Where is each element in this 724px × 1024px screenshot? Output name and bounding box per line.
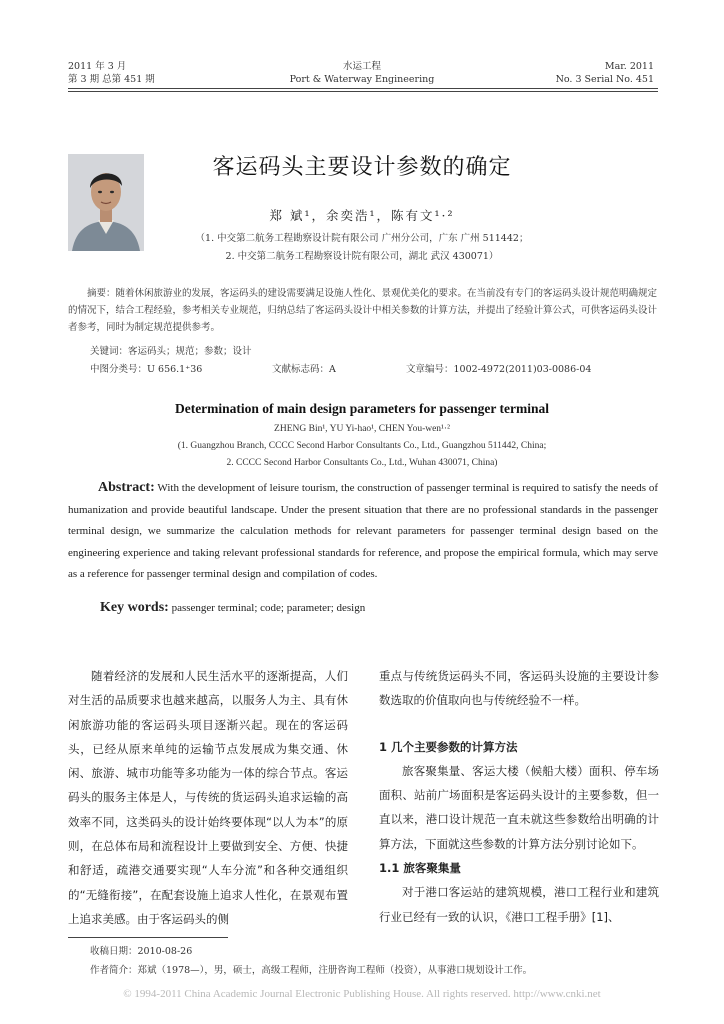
affiliation-cn-1: （1. 中交第二航务工程勘察设计院有限公司 广州分公司，广东 广州 511442； (195, 233, 529, 244)
header-date: 2011 年 3 月 (68, 61, 127, 72)
section-heading-1: 1 几个主要参数的计算方法 (379, 739, 518, 754)
abstract-en (68, 477, 658, 586)
title-cn: 客运码头主要设计参数的确定 (212, 155, 512, 180)
copyright-line: © 1994-2011 China Academic Journal Electronic Publishing House. All rights reserved. http://www.cnki.net (123, 988, 601, 1000)
article-number: 文章编号：1002-4972(2011)03-0086-04 (406, 364, 592, 375)
title-en: Determination of main design parameters for passenger terminal (174, 401, 550, 416)
keywords-cn: 关键词：客运码头；规范；参数；设计 (90, 346, 252, 357)
body-paragraph: 随着经济的发展和人民生活水平的逐渐提高，人们对生活的品质要求也越来越高，以服务人为主、具有休闲旅游功能的客运码头项目逐渐兴起。现在的客运码头，已经从原来单纯的运输节点发展成为集交通、休闲、旅游、城市功能等多功能为一体的综合节点。客运码头的服务主体是人，与传统的货运码头追求运输的高效率不同，这类码头的设计始终要体现“以人为本”的原则，在总体布局和流程设计上要做到安全、方便、快捷和舒适，疏港交通要实现“人车分流”和各种交通组织的“无缝衔接”，在配套设施上追求人性化，在景观布置上追求美感。由于客运码头的侧 (68, 669, 348, 926)
authors-en: ZHENG Bin¹, YU Yi-hao¹, CHEN You-wen¹·² (274, 424, 450, 434)
body-paragraph: 旅客聚集量、客运大楼（候船大楼）面积、停车场面积、站前广场面积是客运码头设计的主要参数，但一直以来，港口设计规范一直未就这些参数给出明确的计算方法，下面就这些参数的计算方法分别讨论如下。 (379, 763, 659, 851)
journal-name-cn: 水运工程 (342, 61, 381, 72)
abstract-cn: 摘要：随着休闲旅游业的发展，客运码头的建设需要满足设施人性化、景观优美化的要求。在当前没有专门的客运码头设计规范明确规定的情况下，结合工程经验，参考相关专业规范，归纳总结了客运码头设计中相关参数的计算方法，并提出了经验计算公式，可供客运码头设计者参考，同时为制定规范提供参考。 (68, 288, 658, 333)
header-date-en: Mar. 2011 (604, 61, 654, 72)
header-right (556, 60, 654, 86)
keywords-en-text: passenger terminal; code; parameter; design (171, 602, 366, 614)
section-heading-1-1: 1.1 旅客聚集量 (379, 861, 461, 876)
authors-cn: 郑 斌¹，余奕浩¹，陈有文¹·² (269, 208, 455, 223)
received-date: 收稿日期：2010-08-26 (90, 946, 193, 957)
footnote-rule (68, 937, 228, 938)
header-rule (68, 88, 658, 89)
header-issue: 第 3 期 总第 451 期 (68, 74, 155, 85)
body-column-left (68, 664, 348, 931)
document-code: 文献标志码：A (272, 364, 336, 375)
affiliation-cn-2: 2. 中交第二航务工程勘察设计院有限公司，湖北 武汉 430071） (225, 251, 499, 262)
journal-name-en: Port & Waterway Engineering (289, 74, 435, 85)
body-column-right (379, 664, 659, 929)
header-rule-thin (68, 91, 658, 92)
abstract-en-label: Abstract: (98, 480, 155, 495)
affiliation-en-1: (1. Guangzhou Branch, CCCC Second Harbor Consultants Co., Ltd., Guangzhou 511442, China; (177, 441, 547, 451)
abstract-en-text: With the development of leisure tourism, the construction of passenger terminal is required to satisfy the needs of humanization and provide beautiful landscape. Under the present situation that there are no professional standards in the passenger terminal design, we summarize the calculation methods for relevant parameters for passenger terminal design based on the engineering experience and taking relevant professional standards for reference, and propose the empirical formula, which may serve as a reference for passenger terminal design and compilation of codes. (68, 482, 658, 580)
affiliation-en-2: 2. CCCC Second Harbor Consultants Co., Ltd., Wuhan 430071, China) (226, 458, 498, 468)
body-paragraph: 重点与传统货运码头不同，客运码头设施的主要设计参数选取的价值取向也与传统经验不一样。 (379, 669, 659, 708)
body-paragraph: 对于港口客运站的建筑规模，港口工程行业和建筑行业已经有一致的认识，《港口工程手册》[1]、 (379, 885, 659, 924)
header-issue-en: No. 3 Serial No. 451 (555, 74, 654, 85)
keywords-en-label: Key words: (100, 600, 169, 615)
clc-number: 中图分类号：U 656.1⁺36 (90, 364, 203, 375)
keywords-en (100, 600, 365, 616)
author-bio: 作者简介：郑斌（1978—），男，硕士，高级工程师，注册咨询工程师（投资），从事港口规划设计工作。 (90, 965, 533, 976)
